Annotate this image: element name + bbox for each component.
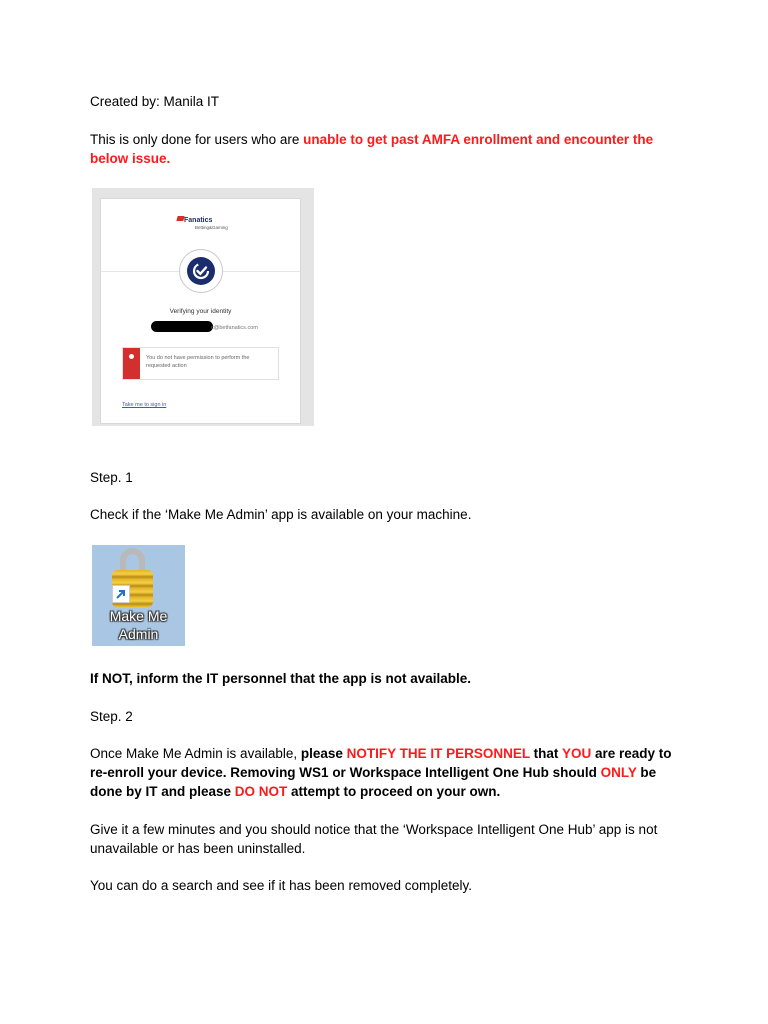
make-me-admin-icon — [92, 545, 185, 646]
intro-highlight: unable to get past AMFA enrollment and encounter the below issue. — [90, 132, 654, 166]
error-screenshot — [92, 188, 314, 426]
give-time-paragraph: Give it a few minutes and you should notice that the ‘Workspace Intelligent One Hub’ app is not unavailable or has been uninstalled. — [90, 822, 658, 856]
fanatics-logo: Fanatics — [184, 217, 213, 224]
do-not-highlight: DO NOT — [234, 784, 288, 799]
verify-title: Verifying your identity — [169, 308, 232, 315]
sign-in-link: Take me to sign in — [122, 402, 167, 408]
redaction-mark — [151, 321, 213, 332]
intro-paragraph — [90, 130, 680, 168]
fanatics-logo-sub: Betting&Gaming — [195, 225, 228, 230]
permission-alert — [122, 347, 279, 380]
error-icon — [129, 354, 134, 359]
notify-paragraph: Once Make Me Admin is available, please NOTIFY THE IT PERSONNEL that YOU are ready to re-enroll your device. Removing WS1 or Workspace Intelligent One Hub should ONLY be done by IT and please DO NOT attempt to proceed on your own. — [90, 746, 672, 799]
intro-text: This is only done for users who are — [90, 132, 304, 147]
step2-heading: Step. 2 — [90, 709, 133, 724]
verify-badge-icon — [179, 249, 223, 293]
created-by: Created by: Manila IT — [90, 94, 220, 109]
step1-heading: Step. 1 — [90, 470, 133, 485]
redacted-email: c@betfanatics.com — [211, 325, 258, 331]
you-highlight: YOU — [561, 746, 592, 761]
only-highlight: ONLY — [600, 765, 637, 780]
icon-label: Make Me Admin — [109, 608, 168, 642]
screenshot-card — [100, 198, 301, 424]
alert-message: You do not have permission to perform the requested action — [146, 355, 250, 369]
shortcut-arrow-icon — [112, 585, 130, 603]
notify-highlight: NOTIFY THE IT PERSONNEL — [346, 746, 530, 761]
if-not-paragraph: If NOT, inform the IT personnel that the app is not available. — [90, 671, 472, 686]
search-paragraph: You can do a search and see if it has been removed completely. — [90, 878, 472, 893]
check-paragraph: Check if the ‘Make Me Admin’ app is available on your machine. — [90, 507, 472, 522]
